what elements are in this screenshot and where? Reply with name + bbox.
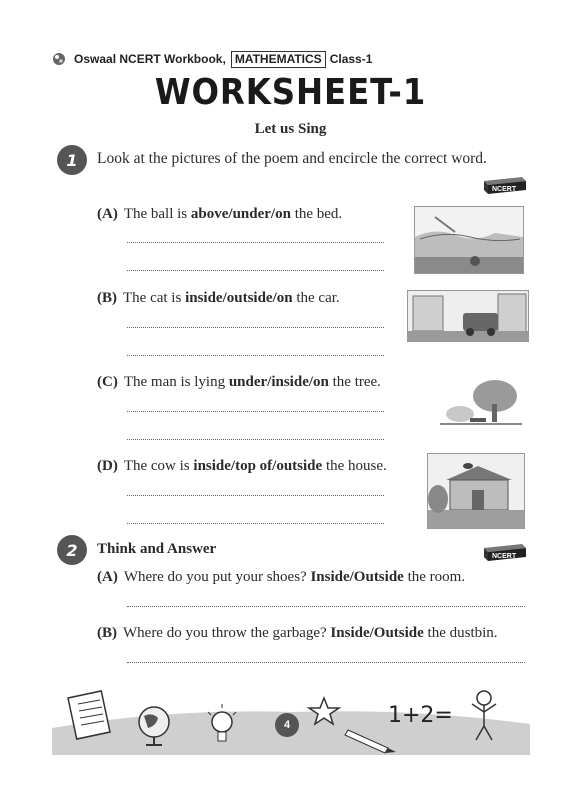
ncert-badge-text: NCERT [492, 553, 517, 560]
answer-line[interactable] [127, 495, 384, 496]
q2-item-b-text: Where do you throw the garbage? [123, 625, 331, 641]
q1-item-c-text-end: the tree. [328, 374, 381, 390]
q1-item-b-text-end: the car. [292, 290, 340, 306]
q2-item-a-text: Where do you put your shoes? [123, 569, 311, 585]
answer-line[interactable] [127, 606, 525, 607]
q2-item-a-options[interactable]: Inside/Outside [310, 569, 404, 585]
q2-item-b-text-end: the dustbin. [423, 625, 498, 641]
man-under-tree-picture [440, 374, 522, 429]
q1-item-c-options[interactable]: under/inside/on [228, 374, 329, 390]
q1-item-d-label: (D) [97, 458, 118, 474]
answer-line[interactable] [127, 523, 384, 524]
subject-label: MATHEMATICS [231, 51, 326, 68]
cow-and-house-picture [427, 453, 525, 529]
question-1-number: 1 [57, 145, 87, 175]
q2-item-b-options[interactable]: Inside/Outside [330, 625, 424, 641]
q1-item-b [97, 290, 340, 307]
ncert-book-icon [482, 175, 528, 195]
q2-item-b [97, 625, 498, 642]
q1-item-a-text-end: the bed. [290, 206, 343, 222]
q1-item-c [97, 374, 381, 391]
question-2-title: Think and Answer [97, 541, 217, 557]
q1-item-a-text: The ball is [123, 206, 191, 222]
answer-line[interactable] [127, 327, 384, 328]
q1-item-b-label: (B) [97, 290, 117, 306]
q1-item-a [97, 206, 342, 223]
page-number: 4 [275, 713, 299, 737]
answer-line[interactable] [127, 662, 525, 663]
q1-item-a-options[interactable]: above/under/on [190, 206, 291, 222]
q1-item-c-label: (C) [97, 374, 118, 390]
cat-on-car-picture [407, 290, 529, 342]
book-name: Oswaal NCERT Workbook, [74, 52, 226, 66]
q1-item-d-options[interactable]: inside/top of/outside [193, 458, 323, 474]
oswaal-logo-icon [52, 52, 66, 66]
q2-item-a-text-end: the room. [403, 569, 466, 585]
answer-line[interactable] [127, 439, 384, 440]
q2-item-a [97, 569, 465, 586]
answer-line[interactable] [127, 242, 384, 243]
q1-item-c-text: The man is lying [123, 374, 229, 390]
question-2-number: 2 [57, 535, 87, 565]
q1-item-d-text-end: the house. [322, 458, 387, 474]
question-1-prompt: Look at the pictures of the poem and encircle the correct word. [97, 150, 487, 167]
q2-item-a-label: (A) [97, 569, 118, 585]
q1-item-a-label: (A) [97, 206, 118, 222]
answer-line[interactable] [127, 270, 384, 271]
q1-item-b-text: The cat is [123, 290, 186, 306]
q1-item-d-text: The cow is [123, 458, 194, 474]
class-label: Class-1 [329, 52, 373, 66]
ncert-book-icon [482, 542, 528, 562]
worksheet-title: WORKSHEET-1 [154, 72, 427, 113]
q1-item-b-options[interactable]: inside/outside/on [185, 290, 293, 306]
q2-item-b-label: (B) [97, 625, 117, 641]
ball-on-bed-picture [414, 206, 524, 274]
answer-line[interactable] [127, 355, 384, 356]
q1-item-d [97, 458, 387, 475]
worksheet-subtitle: Let us Sing [254, 121, 327, 137]
answer-line[interactable] [127, 411, 384, 412]
sum-text: 1+2= [388, 703, 453, 728]
ncert-badge-text: NCERT [492, 186, 517, 193]
book-header [52, 49, 372, 69]
